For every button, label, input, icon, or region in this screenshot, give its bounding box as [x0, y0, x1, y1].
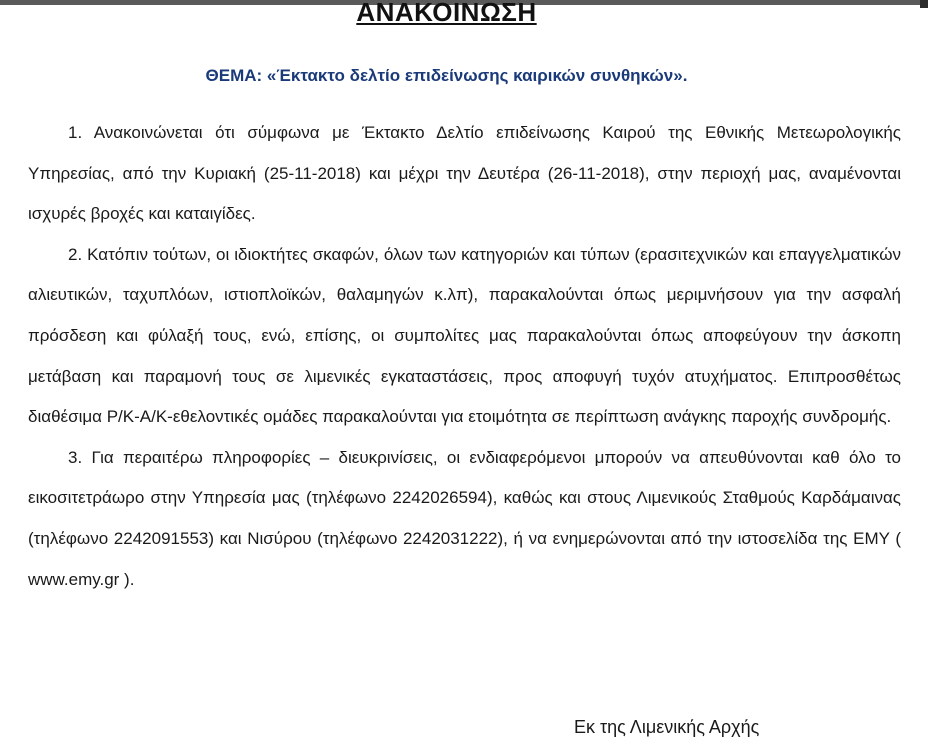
paragraph-1: 1. Ανακοινώνεται ότι σύμφωνα με Έκτακτο Δελτίο επιδείνωσης Καιρού της Εθνικής Μετεωρολογικής Υπηρεσίας, από την Κυριακή (25-11-2018) και μέχρι την Δευτέρα (26-11-2018), στην περιοχή μας, αναμένονται ισχυρές βροχές και καταιγίδες.	[28, 123, 901, 224]
announcement-title: ΑΝΑΚΟΙΝΩΣΗ	[356, 0, 537, 27]
announcement-subject: ΘΕΜΑ: «Έκτακτο δελτίο επιδείνωσης καιρικών συνθηκών».	[205, 66, 688, 85]
paragraph-2: 2. Κατόπιν τούτων, οι ιδιοκτήτες σκαφών, όλων των κατηγοριών και τύπων (ερασιτεχνικών και επαγγελματικών αλιευτικών, ταχυπλόων, ιστιοπλοϊκών, θαλαμηγών κ.λπ), παρακαλούνται όπως μεριμνήσουν για την ασφαλή πρόσδεση και φύλαξή τους, ενώ, επίσης, οι συμπολίτες μας παρακαλούνται όπως αποφεύγουν την άσκοπη μετάβαση και παραμονή τους σε λιμενικές εγκαταστάσεις, προς αποφυγή τυχόν ατυχήματος. Επιπροσθέτως διαθέσιμα Ρ/Κ-Α/Κ-εθελοντικές ομάδες παρακαλούνται για ετοιμότητα σε περίπτωση ανάγκης παροχής συνδρομής.	[28, 244, 901, 427]
announcement-body	[28, 113, 901, 600]
page-corner-marker	[920, 0, 928, 8]
signature-line: Εκ της Λιμενικής Αρχής	[574, 717, 760, 737]
paragraph-3: 3. Για περαιτέρω πληροφορίες – διευκρινίσεις, οι ενδιαφερόμενοι μπορούν να απευθύνονται καθ όλο το εικοσιτετράωρο στην Υπηρεσία μας (τηλέφωνο 2242026594), καθώς και στους Λιμενικούς Σταθμούς Καρδάμαινας (τηλέφωνο 2242091553) και Νισύρου (τηλέφωνο 2242031222), ή να ενημερώνονται από την ιστοσελίδα της ΕΜΥ ( www.emy.gr ).	[28, 447, 901, 589]
